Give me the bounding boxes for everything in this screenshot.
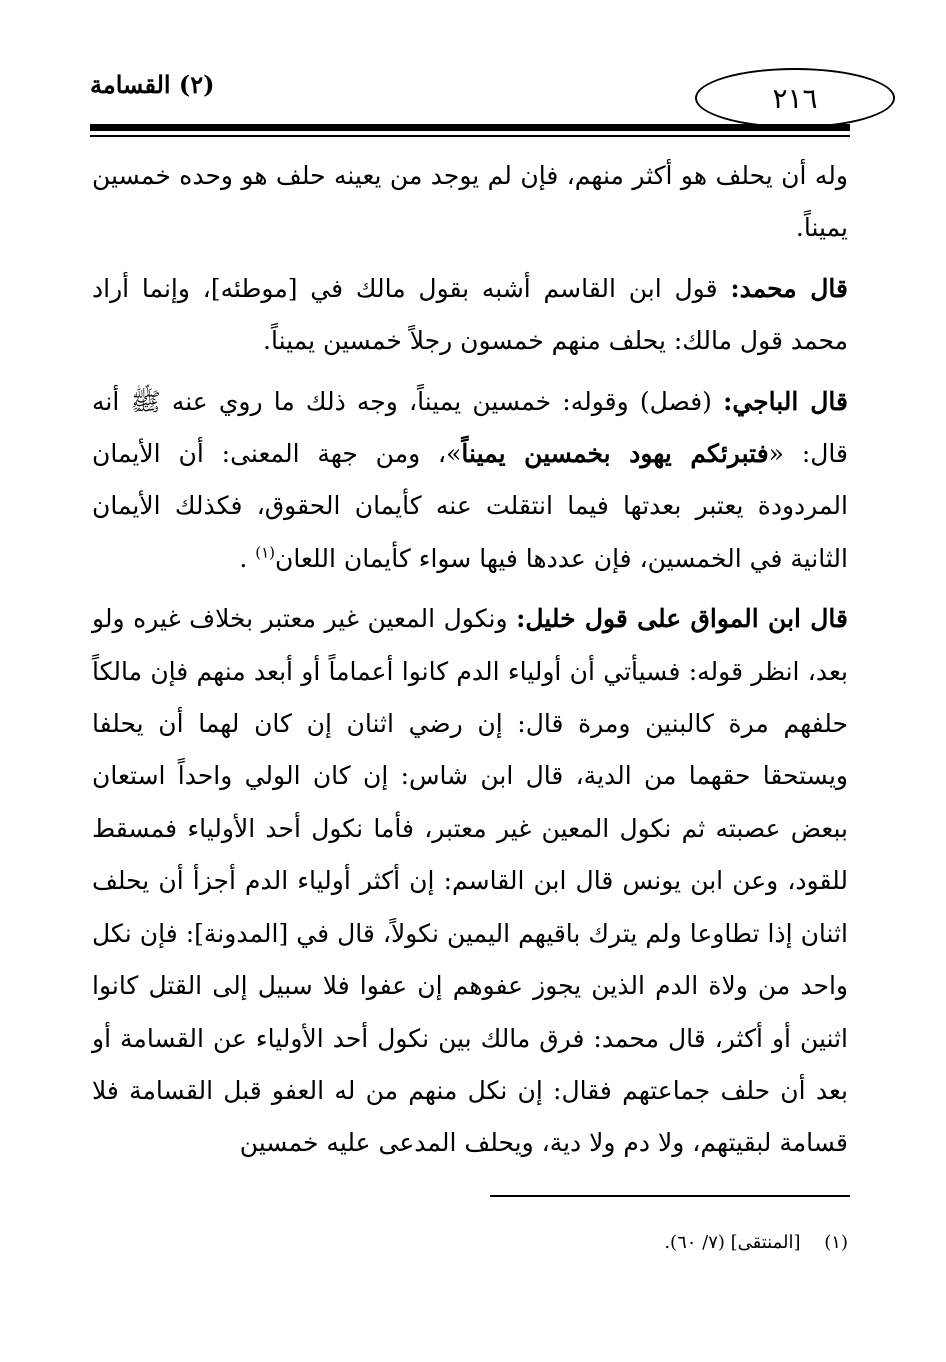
page-number	[695, 68, 895, 128]
paragraph-1-text: وله أن يحلف هو أكثر منهم، فإن لم يوجد من يعينه حلف هو وحده خمسين يميناً.	[92, 161, 848, 243]
paragraph-4	[92, 593, 848, 1169]
header-rule-thick	[90, 124, 850, 131]
paragraph-1	[92, 150, 848, 255]
main-text	[92, 150, 848, 1178]
page-number-text: ٢١٦	[772, 81, 818, 115]
paragraph-3-text-before: (فصل) وقوله: خمسين يميناً، وجه ذلك ما روي عنه ﷺ أنه قال: «	[92, 386, 848, 469]
speaker-label: قال الباجي:	[723, 386, 848, 416]
paragraph-4-text: ونكول المعين غير معتبر بخلاف غيره ولو بعد، انظر قوله: فسيأتي أن أولياء الدم كانوا أعماماً أو أبعد منهم فإن مالكاً حلفهم مرة كالبنين ومرة قال: إن رضي اثنان إن كان لهما أن يحلفا ويستحقا حقهما من الدية، قال ابن شاس: إن كان الولي واحداً استعان ببعض عصبته ثم نكول المعين غير معتبر، فأما نكول أحد الأولياء فمسقط للقود، وعن ابن يونس قال ابن القاسم: إن أكثر أولياء الدم أجزأ أن يحلف اثنان إذا تطاوعا ولم يترك باقيهم اليمين نكولاً، قال في [المدونة]: فإن نكل واحد من ولاة الدم الذين يجوز عفوهم إن عفوا فلا سبيل إلى القتل كانوا اثنين أو أكثر، قال محمد: فرق مالك بين نكول أحد الأولياء عن القسامة أو بعد أن حلف جماعتهم فقال: إن نكل منهم من له العفو قبل القسامة فلا قسامة لبقيتهم، ولا دم ولا دية، ويحلف المدعى عليه خمسين	[92, 604, 848, 1158]
paragraph-3-end: .	[239, 543, 256, 573]
paragraph-2	[92, 263, 848, 368]
hadith-quote: فتبرئكم يهود بخمسين يميناً	[461, 439, 769, 469]
footnote	[470, 1228, 848, 1258]
paragraph-3	[92, 376, 848, 586]
running-title: (٢) القسامة	[90, 70, 215, 99]
footnote-number: (١)	[824, 1232, 848, 1253]
paragraph-2-text: قول ابن القاسم أشبه بقول مالك في [موطئه]، وإنما أراد محمد قول مالك: يحلف منهم خمسون رجلاً خمسين يميناً.	[92, 273, 848, 356]
footnote-reference[interactable]: (١)	[255, 543, 276, 562]
footnote-separator	[490, 1195, 850, 1197]
footnote-text: [المنتقى] (٧/ ٦٠).	[664, 1232, 801, 1253]
speaker-label: قال ابن المواق على قول خليل:	[516, 604, 848, 634]
header-rule-thin	[90, 135, 850, 137]
paragraph-3-text-after: »، ومن جهة المعنى: أن الأيمان المردودة يعتبر بعدتها فيما انتقلت عنه كأيمان الحقوق، فكذلك الأيمان الثانية في الخمسين، فإن عددها فيها سواء كأيمان اللعان	[92, 439, 848, 573]
page-header	[90, 60, 850, 140]
speaker-label: قال محمد:	[730, 273, 848, 303]
